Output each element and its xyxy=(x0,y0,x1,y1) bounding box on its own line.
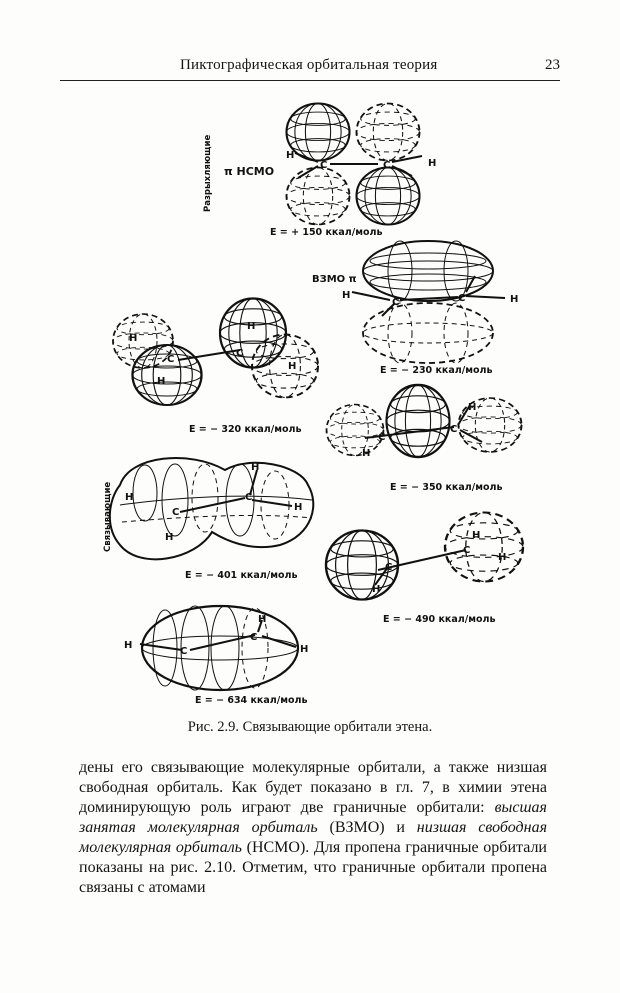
orbital-e401 xyxy=(110,458,313,581)
o6-atom-h2: H xyxy=(472,530,481,541)
o4-atom-h2: H xyxy=(468,402,477,413)
o3-atom-c1: C xyxy=(167,354,175,365)
orbital-e490 xyxy=(326,513,523,626)
o7-atom-h1: H xyxy=(124,640,133,651)
o7-atom-c2: C xyxy=(250,632,258,643)
orbital-lumo xyxy=(224,104,436,239)
energy-e4: E = − 350 ккал/моль xyxy=(390,482,503,493)
o7-atom-h2: H xyxy=(258,614,267,625)
lumo-term: низшая свободная молекулярная орбиталь xyxy=(79,819,548,856)
o3-atom-h3: H xyxy=(247,321,256,332)
energy-e5: E = − 401 ккал/моль xyxy=(185,570,298,581)
energy-e6: E = − 490 ккал/моль xyxy=(383,614,496,625)
o7-atom-h3: H xyxy=(300,644,309,655)
lumo-atom-h1: H xyxy=(286,150,295,161)
running-title: Пиктографическая орбитальная теория xyxy=(180,57,438,73)
lumo-atom-h2: H xyxy=(428,158,437,169)
o3-atom-h1: H xyxy=(129,333,138,344)
orbital-e350 xyxy=(327,385,522,493)
orbital-e634 xyxy=(124,606,308,706)
o3-atom-h2: H xyxy=(157,376,166,387)
page-number: 23 xyxy=(545,57,560,73)
o5-atom-c2: C xyxy=(245,492,253,503)
o6-atom-c1: C xyxy=(385,562,393,573)
orbital-e320 xyxy=(113,299,318,436)
o6-atom-h1: H xyxy=(372,584,381,595)
figure-caption: Рис. 2.9. Связывающие орбитали этена. xyxy=(187,719,433,735)
o5-atom-h1: H xyxy=(125,492,134,503)
body-paragraph xyxy=(79,758,547,898)
o7-atom-c1: C xyxy=(180,646,188,657)
o5-atom-c1: C xyxy=(172,507,180,518)
o5-atom-h4: H xyxy=(294,502,303,513)
antibonding-side-label: Разрыхляющие xyxy=(203,134,213,212)
o6-atom-h3: H xyxy=(498,552,507,563)
bonding-side-label: Связывающие xyxy=(103,481,113,552)
orbital-homo xyxy=(312,241,518,376)
lumo-atom-c2: C xyxy=(383,160,391,171)
homo-atom-c1: C xyxy=(392,297,400,308)
homo-atom-h1: H xyxy=(342,290,351,301)
paragraph-part-2: (ВЗМО) и xyxy=(317,819,417,836)
homo-term: высшая занятая молекулярная орбиталь xyxy=(79,799,547,836)
energy-e1: E = + 150 ккал/моль xyxy=(270,227,383,238)
homo-atom-c2: C xyxy=(458,293,466,304)
o4-atom-c1: C xyxy=(378,432,386,443)
o4-atom-h1: H xyxy=(362,448,371,459)
o3-atom-h4: H xyxy=(288,361,297,372)
o3-atom-c2: C xyxy=(236,348,244,359)
homo-atom-h2: H xyxy=(510,294,519,305)
o4-atom-c2: C xyxy=(450,424,458,435)
paragraph-part-1: дены его связывающие молекулярные орбитали, а также низшая свободная орбиталь. Как будет показано в гл. 7, в химии этена доминирующую роль играют две граничные орбитали: xyxy=(79,759,547,816)
o5-atom-h3: H xyxy=(251,462,260,473)
o6-atom-c2: C xyxy=(463,545,471,556)
lumo-atom-c1: C xyxy=(320,160,328,171)
lumo-label: π НСМО xyxy=(224,165,275,178)
homo-label: ВЗМО π xyxy=(312,274,357,285)
energy-e7: E = − 634 ккал/моль xyxy=(195,695,308,706)
paragraph-part-3: (НСМО). Для пропена граничные орбитали показаны на рис. 2.10. Отметим, что граничные орбитали пропена связаны с атомами xyxy=(79,839,547,896)
o5-atom-h2: H xyxy=(165,532,174,543)
energy-e3: E = − 320 ккал/моль xyxy=(189,424,302,435)
energy-e2: E = − 230 ккал/моль xyxy=(380,365,493,376)
